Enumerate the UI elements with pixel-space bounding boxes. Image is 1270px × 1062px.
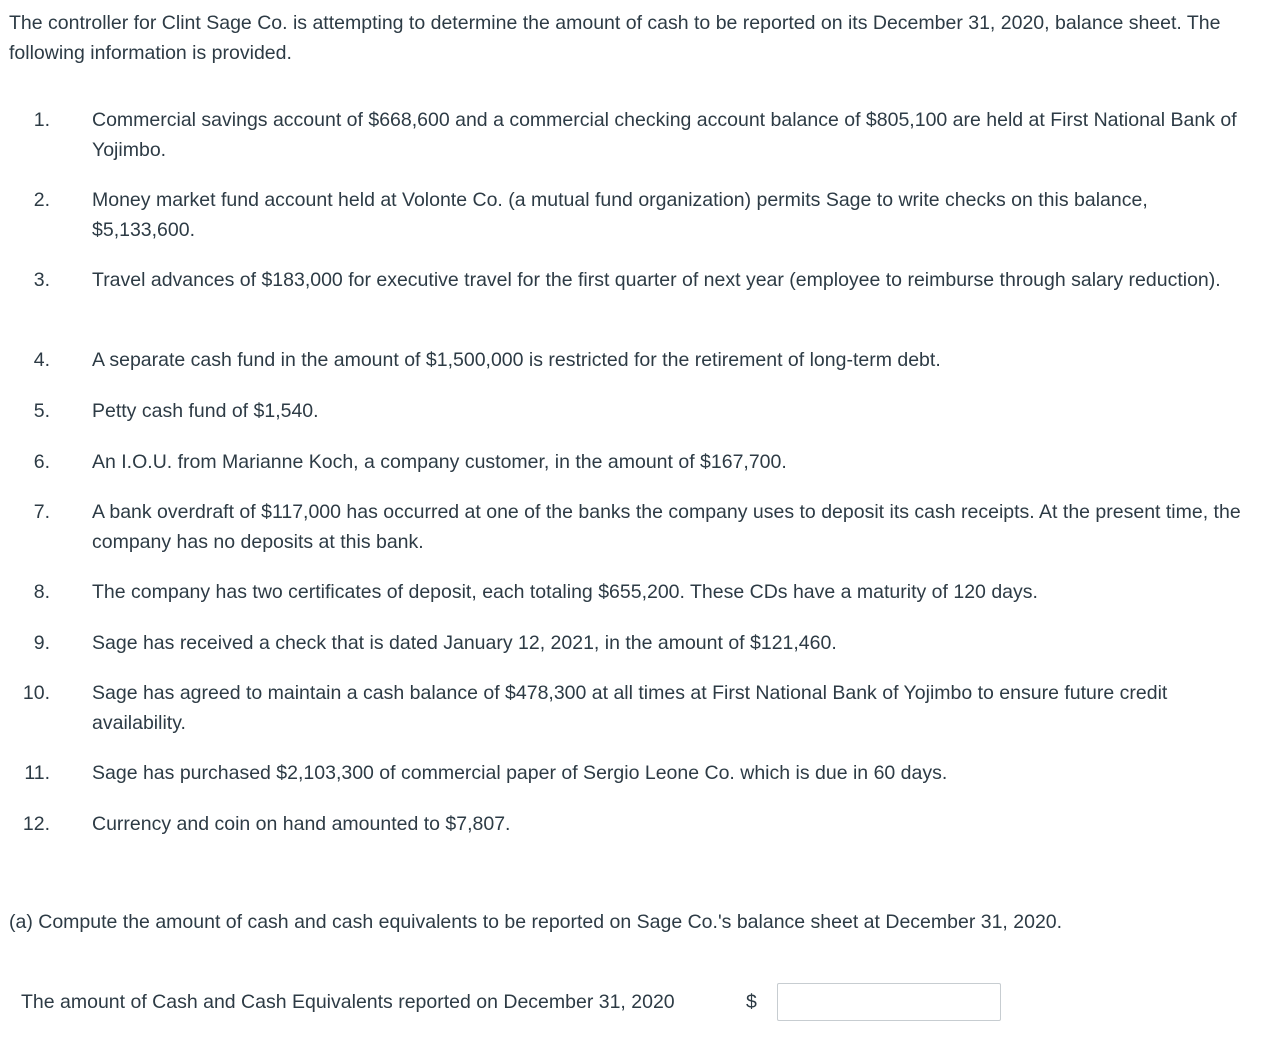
item-text: An I.O.U. from Marianne Koch, a company customer, in the amount of $167,700. (92, 451, 787, 473)
list-item (0, 577, 1270, 628)
item-text: Sage has agreed to maintain a cash balance of $478,300 at all times at First National Bank of Yojimbo to ensure future credit availability. (92, 682, 1168, 734)
item-number: 3. (33, 269, 50, 291)
currency-symbol: $ (746, 990, 757, 1013)
list-item (0, 497, 1270, 577)
question-prompt: (a) Compute the amount of cash and cash equivalents to be reported on Sage Co.'s balance sheet at December 31, 2020. (9, 911, 1063, 933)
item-number: 10. (22, 682, 50, 704)
list-item (0, 809, 1270, 859)
answer-row (21, 980, 1001, 1024)
item-text: Commercial savings account of $668,600 and a commercial checking account balance of $805,100 are held at First National Bank of Yojimbo. (92, 109, 1237, 161)
list-item (0, 628, 1270, 678)
item-number: 8. (33, 581, 50, 603)
item-number: 5. (33, 400, 50, 422)
item-number: 7. (33, 501, 50, 523)
item-text: Money market fund account held at Volonte Co. (a mutual fund organization) permits Sage to write checks on this balance, $5,133,600. (92, 189, 1148, 241)
item-text: A separate cash fund in the amount of $1,500,000 is restricted for the retirement of long-term debt. (92, 349, 941, 371)
item-text: Petty cash fund of $1,540. (92, 400, 319, 422)
list-item (0, 345, 1270, 396)
item-text: Sage has received a check that is dated January 12, 2021, in the amount of $121,460. (92, 632, 837, 654)
cash-equivalents-input[interactable] (777, 983, 1001, 1021)
list-item (0, 678, 1270, 758)
item-text: A bank overdraft of $117,000 has occurred at one of the banks the company uses to deposit its cash receipts. At the present time, the company has no deposits at this bank. (92, 501, 1241, 553)
item-text: Currency and coin on hand amounted to $7,807. (92, 813, 511, 835)
item-text: Sage has purchased $2,103,300 of commercial paper of Sergio Leone Co. which is due in 60 days. (92, 762, 948, 784)
list-item (0, 265, 1270, 345)
list-item (0, 396, 1270, 447)
answer-label: The amount of Cash and Cash Equivalents reported on December 31, 2020 (21, 990, 675, 1013)
item-number: 12. (22, 813, 50, 835)
item-number: 2. (33, 189, 50, 211)
item-number: 6. (33, 451, 50, 473)
item-number: 11. (24, 762, 50, 784)
item-number: 1. (33, 109, 50, 131)
item-text: Travel advances of $183,000 for executive travel for the first quarter of next year (employee to reimburse through salary reduction). (92, 269, 1221, 291)
information-list (0, 105, 1270, 859)
item-number: 4. (33, 349, 50, 371)
item-number: 9. (33, 632, 50, 654)
problem-intro: The controller for Clint Sage Co. is attempting to determine the amount of cash to be reported on its December 31, 2020, balance sheet. The following information is provided. (9, 12, 1221, 64)
list-item (0, 758, 1270, 809)
list-item (0, 105, 1270, 185)
list-item (0, 447, 1270, 497)
list-item (0, 185, 1270, 265)
item-text: The company has two certificates of deposit, each totaling $655,200. These CDs have a maturity of 120 days. (92, 581, 1038, 603)
